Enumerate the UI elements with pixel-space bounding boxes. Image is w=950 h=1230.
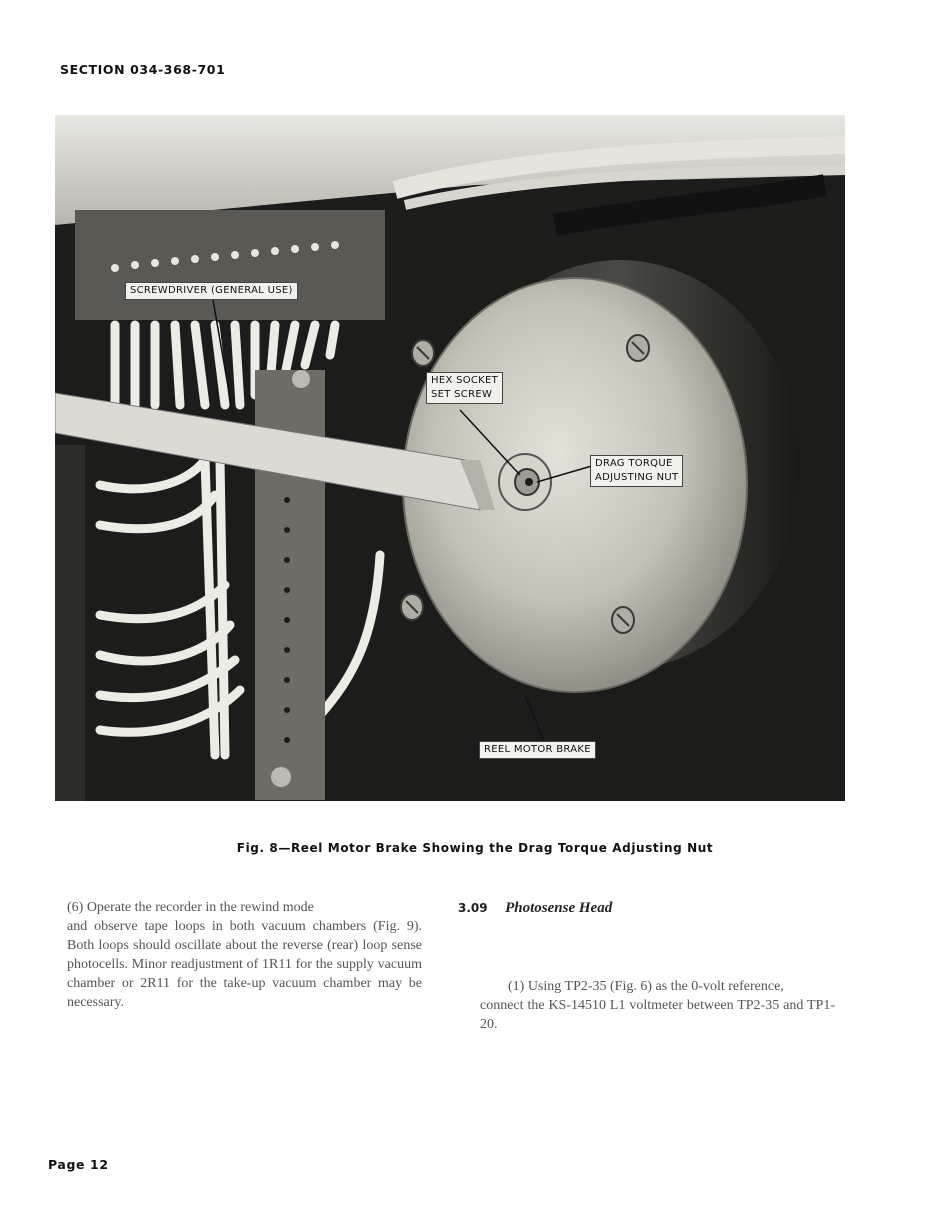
step-1-lead: (1) Using TP2-35 (Fig. 6) as the 0-volt reference,	[508, 979, 784, 994]
step-6-body: and observe tape loops in both vacuum chambers (Fig. 9). Both loops should oscillate about the reverse (rear) loop sense photocells. Minor readjustment of 1R11 for the supply vacuum chamber or 2R11 for the take-up vacuum chamber may be necessary.	[67, 919, 422, 1010]
label-hex-socket	[426, 372, 503, 404]
label-drag-line1: DRAG TORQUE	[595, 458, 673, 469]
section-header: SECTION 034-368-701	[60, 62, 226, 77]
label-drag-line2: ADJUSTING NUT	[595, 472, 679, 483]
heading-title: Photosense Head	[505, 900, 613, 916]
label-hex-line1: HEX SOCKET	[431, 375, 499, 386]
page-number: Page 12	[48, 1157, 109, 1172]
figure-caption: Fig. 8—Reel Motor Brake Showing the Drag Torque Adjusting Nut	[236, 841, 714, 855]
step-1-body: connect the KS-14510 L1 voltmeter between TP2-35 and TP1-20.	[480, 998, 835, 1032]
procedure-step-6	[67, 898, 422, 1012]
label-screwdriver: SCREWDRIVER (GENERAL USE)	[125, 282, 298, 300]
label-drag-torque	[590, 455, 683, 487]
label-reel-motor-brake: REEL MOTOR BRAKE	[479, 741, 596, 759]
heading-number: 3.09	[458, 901, 488, 915]
section-heading	[458, 900, 612, 917]
label-hex-line2: SET SCREW	[431, 389, 493, 400]
procedure-step-1	[480, 977, 835, 1034]
step-6-lead: (6) Operate the recorder in the rewind mode	[67, 900, 314, 915]
reel-motor-brake-photo	[55, 115, 845, 801]
